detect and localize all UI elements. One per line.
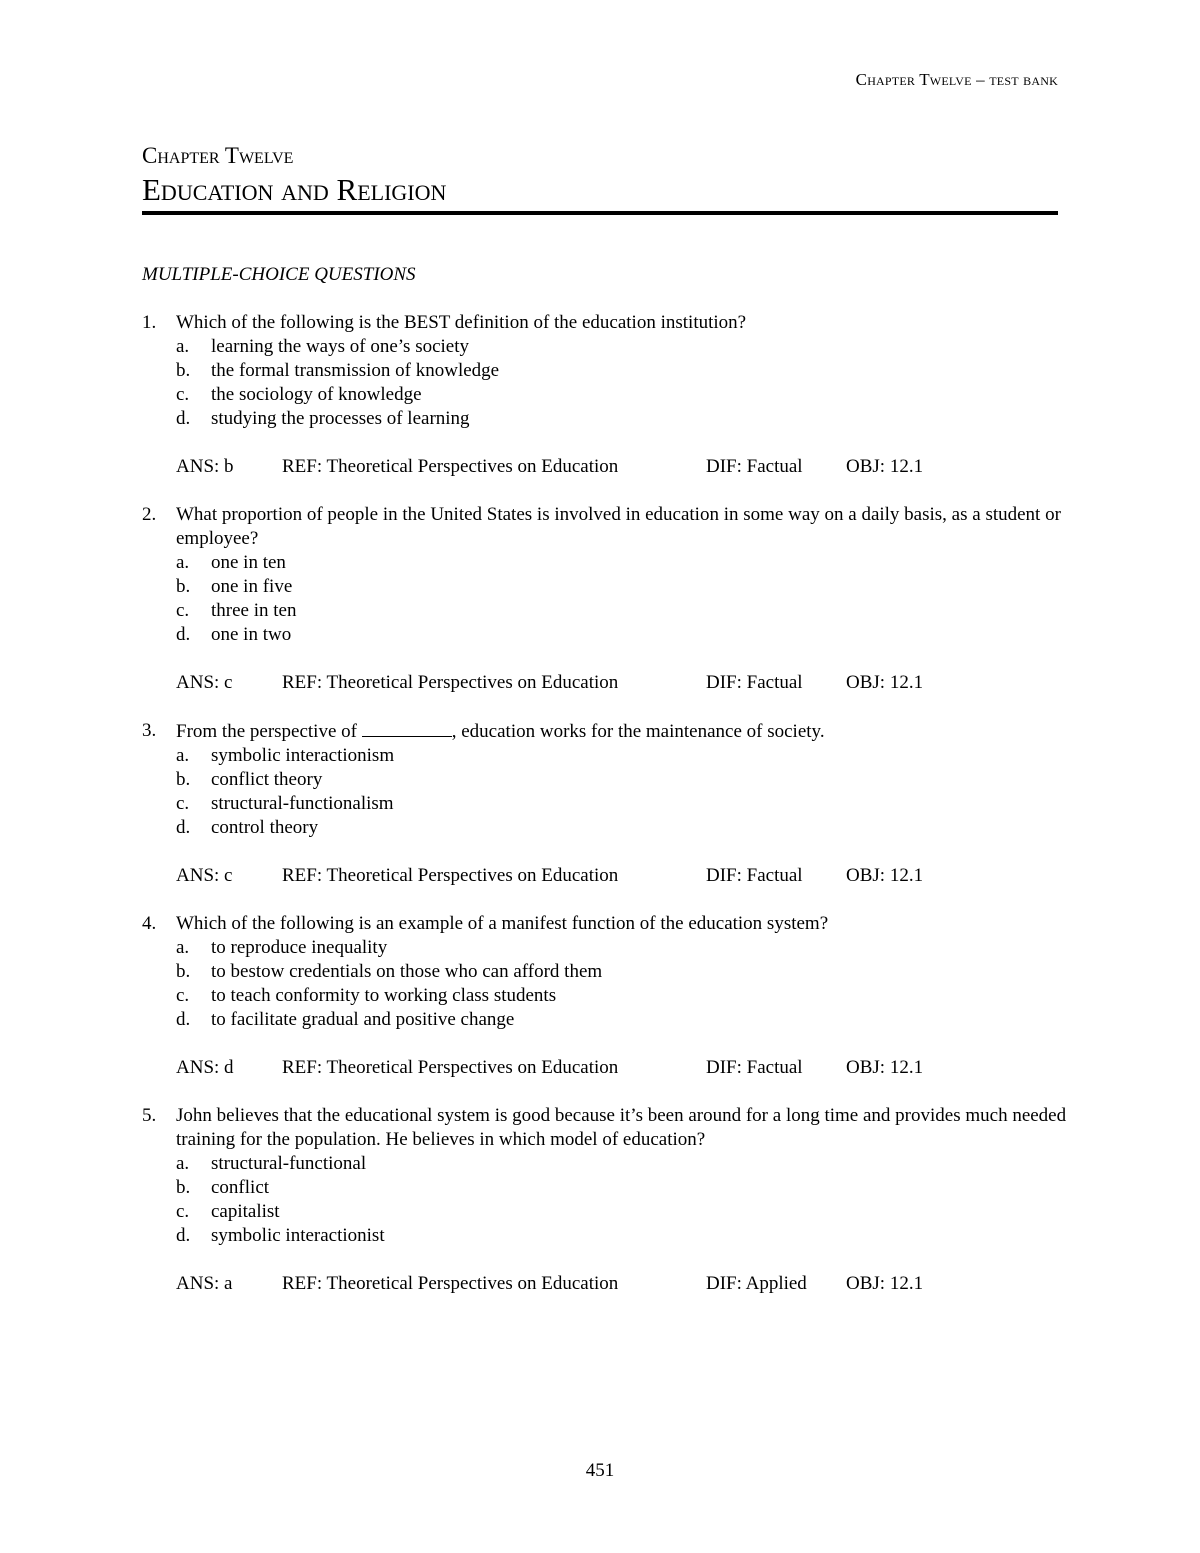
- question-text: Which of the following is the BEST definition of the education institution?: [176, 312, 747, 333]
- option-text: one in two: [211, 624, 292, 645]
- answer-objective: OBJ: 12.1: [846, 456, 924, 477]
- section-heading: MULTIPLE-CHOICE QUESTIONS: [142, 264, 416, 285]
- option-list: [176, 936, 1072, 1032]
- option-b: [176, 359, 1072, 383]
- option-text: symbolic interactionism: [211, 745, 395, 766]
- option-letter: b.: [176, 769, 191, 790]
- option-c: [176, 599, 1072, 623]
- option-text: structural-functional: [211, 1153, 367, 1174]
- question-text-before-blank: From the perspective of: [176, 721, 362, 742]
- option-d: [176, 816, 1072, 840]
- option-letter: d.: [176, 624, 191, 645]
- option-text: to teach conformity to working class students: [211, 985, 557, 1006]
- question-number: 1.: [142, 312, 157, 333]
- option-letter: d.: [176, 1225, 191, 1246]
- option-letter: d.: [176, 817, 191, 838]
- option-text: studying the processes of learning: [211, 408, 470, 429]
- option-c: [176, 792, 1072, 816]
- fill-in-blank: [362, 719, 452, 737]
- chapter-label: Chapter Twelve: [142, 143, 294, 168]
- answer-key: ANS: a: [176, 1273, 233, 1294]
- question-number: 3.: [142, 720, 157, 741]
- question-list: [142, 311, 1072, 1320]
- option-a: [176, 936, 1072, 960]
- answer-line: [176, 1272, 1072, 1296]
- option-b: [176, 768, 1072, 792]
- option-list: [176, 335, 1072, 431]
- option-list: [176, 744, 1072, 840]
- option-letter: a.: [176, 937, 190, 958]
- answer-difficulty: DIF: Factual: [706, 672, 803, 693]
- chapter-title: Education and Religion: [142, 172, 447, 207]
- option-text: conflict theory: [211, 769, 323, 790]
- question-text: What proportion of people in the United States is involved in education in some way on a daily basis, as a student or employee?: [176, 504, 1061, 549]
- option-text: learning the ways of one’s society: [211, 336, 470, 357]
- running-header: Chapter Twelve – test bank: [855, 70, 1058, 89]
- question-4: [142, 912, 1072, 1080]
- answer-reference: REF: Theoretical Perspectives on Education: [282, 865, 619, 886]
- option-c: [176, 984, 1072, 1008]
- question-text: Which of the following is an example of a manifest function of the education system?: [176, 913, 829, 934]
- option-a: [176, 1152, 1072, 1176]
- question-5: [142, 1104, 1072, 1296]
- option-text: structural-functionalism: [211, 793, 394, 814]
- option-letter: b.: [176, 961, 191, 982]
- answer-difficulty: DIF: Factual: [706, 865, 803, 886]
- option-text: one in five: [211, 576, 293, 597]
- option-letter: a.: [176, 552, 190, 573]
- option-text: to bestow credentials on those who can afford them: [211, 961, 603, 982]
- option-d: [176, 1008, 1072, 1032]
- option-letter: d.: [176, 1009, 191, 1030]
- option-letter: c.: [176, 985, 190, 1006]
- answer-difficulty: DIF: Factual: [706, 456, 803, 477]
- option-text: to reproduce inequality: [211, 937, 388, 958]
- answer-line: [176, 455, 1072, 479]
- option-c: [176, 1200, 1072, 1224]
- question-text-after-blank: , education works for the maintenance of society.: [451, 721, 825, 742]
- title-rule: [142, 211, 1058, 215]
- option-text: one in ten: [211, 552, 286, 573]
- option-text: capitalist: [211, 1201, 280, 1222]
- option-b: [176, 575, 1072, 599]
- option-d: [176, 623, 1072, 647]
- option-text: to facilitate gradual and positive change: [211, 1009, 515, 1030]
- option-letter: a.: [176, 1153, 190, 1174]
- question-text: John believes that the educational system is good because it’s been around for a long time and provides much needed training for the population. He believes in which model of education?: [176, 1105, 1067, 1150]
- option-text: control theory: [211, 817, 319, 838]
- answer-reference: REF: Theoretical Perspectives on Education: [282, 1057, 619, 1078]
- option-b: [176, 960, 1072, 984]
- option-a: [176, 335, 1072, 359]
- answer-key: ANS: c: [176, 865, 233, 886]
- question-text: [176, 719, 1072, 744]
- question-3: [142, 719, 1072, 888]
- option-letter: b.: [176, 360, 191, 381]
- question-number: 2.: [142, 504, 157, 525]
- answer-key: ANS: c: [176, 672, 233, 693]
- option-list: [176, 1152, 1072, 1248]
- option-list: [176, 551, 1072, 647]
- option-text: symbolic interactionist: [211, 1225, 385, 1246]
- question-1: [142, 311, 1072, 479]
- option-text: three in ten: [211, 600, 297, 621]
- answer-difficulty: DIF: Applied: [706, 1273, 807, 1294]
- question-number: 5.: [142, 1105, 157, 1126]
- answer-difficulty: DIF: Factual: [706, 1057, 803, 1078]
- option-c: [176, 383, 1072, 407]
- question-number: 4.: [142, 913, 157, 934]
- option-letter: b.: [176, 576, 191, 597]
- answer-objective: OBJ: 12.1: [846, 865, 924, 886]
- answer-reference: REF: Theoretical Perspectives on Education: [282, 672, 619, 693]
- option-letter: c.: [176, 384, 190, 405]
- question-2: [142, 503, 1072, 695]
- option-letter: c.: [176, 1201, 190, 1222]
- answer-objective: OBJ: 12.1: [846, 1273, 924, 1294]
- option-a: [176, 551, 1072, 575]
- option-text: the sociology of knowledge: [211, 384, 422, 405]
- option-letter: d.: [176, 408, 191, 429]
- option-letter: a.: [176, 336, 190, 357]
- answer-line: [176, 671, 1072, 695]
- answer-objective: OBJ: 12.1: [846, 672, 924, 693]
- option-letter: c.: [176, 793, 190, 814]
- option-b: [176, 1176, 1072, 1200]
- answer-key: ANS: b: [176, 456, 234, 477]
- option-d: [176, 407, 1072, 431]
- answer-line: [176, 864, 1072, 888]
- option-a: [176, 744, 1072, 768]
- option-letter: c.: [176, 600, 190, 621]
- page-number: 451: [585, 1460, 615, 1481]
- option-letter: a.: [176, 745, 190, 766]
- option-letter: b.: [176, 1177, 191, 1198]
- option-text: conflict: [211, 1177, 270, 1198]
- answer-reference: REF: Theoretical Perspectives on Education: [282, 456, 619, 477]
- answer-objective: OBJ: 12.1: [846, 1057, 924, 1078]
- option-text: the formal transmission of knowledge: [211, 360, 500, 381]
- answer-line: [176, 1056, 1072, 1080]
- answer-reference: REF: Theoretical Perspectives on Education: [282, 1273, 619, 1294]
- option-d: [176, 1224, 1072, 1248]
- answer-key: ANS: d: [176, 1057, 234, 1078]
